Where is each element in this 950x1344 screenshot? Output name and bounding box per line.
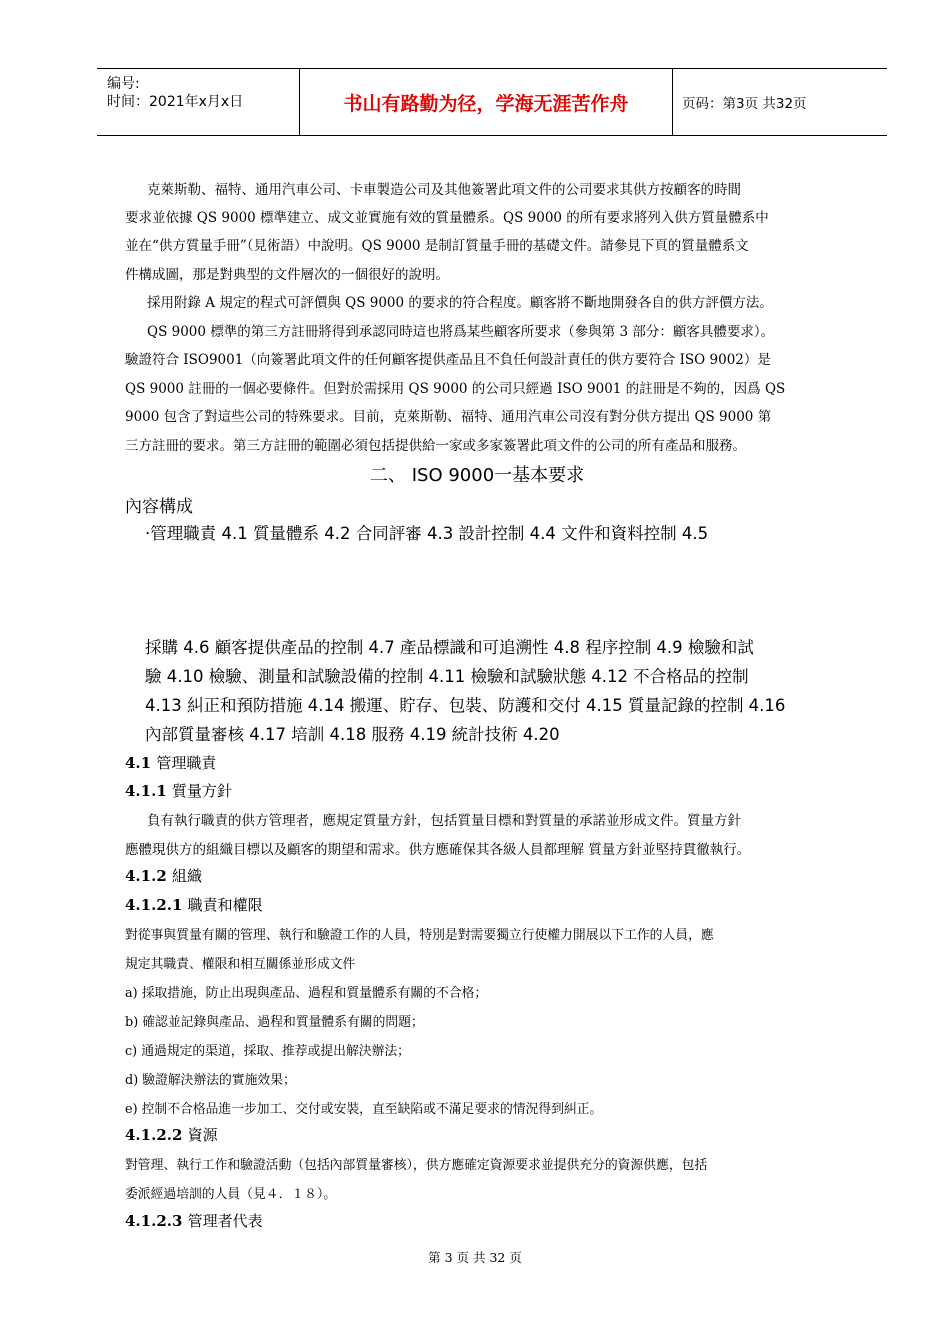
contents-line: 採購 4.6 顧客提供產品的控制 4.7 產品標識和可追溯性 4.8 程序控制 4.9 檢驗和試 — [145, 638, 754, 657]
intro-line: QS 9000 標準的第三方註冊將得到承認同時這也將爲某些顧客所要求（參與第 3 部分：顧客具體要求）。 — [147, 324, 775, 340]
intro-line: 驗證符合 ISO9001（向簽署此項文件的任何顧客提供產品且不負任何設計責任的供方要符合 ISO 9002）是 — [125, 352, 771, 368]
heading-title: 管理者代表 — [187, 1212, 263, 1230]
page-header — [97, 68, 887, 136]
heading-4-1-2 — [125, 865, 202, 886]
heading-title: 管理職責 — [156, 754, 217, 772]
heading-4-1-1 — [125, 780, 232, 801]
intro-line: 並在“供方質量手冊”（見術語）中說明。QS 9000 是制訂質量手冊的基礎文件。請參見下頁的質量體系文 — [125, 238, 749, 254]
list-item: b) 確認並記錄與產品、過程和質量體系有關的問題； — [125, 1015, 424, 1030]
intro-line: 採用附錄 A 規定的程式可評價與 QS 9000 的要求的符合程度。顧客將不斷地開發各自的供方評價方法。 — [147, 295, 773, 311]
contents-heading: 內容構成 — [125, 497, 193, 517]
heading-4-1-2-2 — [125, 1124, 218, 1145]
intro-line: 9000 包含了對這些公司的特殊要求。目前，克萊斯勒、福特、通用汽車公司沒有對分供方提出 QS 9000 第 — [125, 409, 772, 425]
contents-line: 驗 4.10 檢驗、測量和試驗設備的控制 4.11 檢驗和試驗狀態 4.12 不合格品的控制 — [145, 667, 749, 686]
document-time-label: 时间：2021年x月x日 — [107, 94, 244, 110]
intro-line: 克萊斯勒、福特、通用汽車公司、卡車製造公司及其他簽署此項文件的公司要求其供方按顧客的時間 — [147, 182, 741, 198]
heading-number: 4.1.2.3 — [125, 1212, 183, 1230]
heading-title: 職責和權限 — [187, 896, 263, 914]
paragraph-line: 應體現供方的組織目標以及顧客的期望和需求。供方應確保其各級人員都理解 質量方針並堅持貫徹執行。 — [125, 842, 751, 858]
paragraph-line: 對從事與質量有關的管理、執行和驗證工作的人員，特別是對需要獨立行使權力開展以下工作的人員，應 — [125, 928, 714, 943]
heading-4-1-2-3 — [125, 1210, 263, 1231]
heading-number: 4.1.1 — [125, 782, 167, 800]
list-item: a) 採取措施，防止出現與產品、過程和質量體系有關的不合格； — [125, 986, 488, 1001]
list-item: d) 驗證解決辦法的實施效果； — [125, 1073, 296, 1088]
heading-title: 資源 — [187, 1126, 218, 1144]
paragraph-line: 規定其職責、權限和相互關係並形成文件 — [125, 957, 356, 972]
contents-line: ·管理職責 4.1 質量體系 4.2 合同評審 4.3 設計控制 4.4 文件和資料控制 4.5 — [145, 524, 709, 543]
heading-number: 4.1.2.2 — [125, 1126, 183, 1144]
header-page-info: 页码：第3页 共32页 — [682, 96, 807, 112]
page-footer: 第 3 页 共 32 页 — [428, 1250, 522, 1265]
heading-title: 質量方針 — [172, 782, 233, 800]
heading-title: 組織 — [172, 867, 203, 885]
heading-4-1-2-1 — [125, 894, 263, 915]
intro-line: 要求並依據 QS 9000 標準建立、成文並實施有效的質量體系。QS 9000 的所有要求將列入供方質量體系中 — [125, 210, 769, 226]
paragraph-line: 對管理、執行工作和驗證活動（包括內部質量審核），供方應確定資源要求並提供充分的資源供應，包括 — [125, 1158, 708, 1173]
header-motto: 书山有路勤为径，学海无涯苦作舟 — [300, 69, 673, 135]
intro-line: QS 9000 註冊的一個必要條件。但對於需採用 QS 9000 的公司只經過 ISO 9001 的註冊是不夠的，因爲 QS — [125, 381, 786, 397]
heading-4-1 — [125, 752, 216, 773]
list-item: e) 控制不合格品進一步加工、交付或安裝，直至缺陷或不滿足要求的情況得到糾正。 — [125, 1102, 603, 1117]
section-title: 二、 ISO 9000一基本要求 — [370, 465, 585, 486]
heading-number: 4.1.2.1 — [125, 896, 183, 914]
intro-line: 三方註冊的要求。第三方註冊的範圍必須包括提供給一家或多家簽署此項文件的公司的所有產品和服務。 — [125, 438, 746, 454]
header-info-cell — [97, 69, 300, 135]
paragraph-line: 委派經過培訓的人員（見４．１８）。 — [125, 1187, 337, 1202]
contents-line: 4.13 糾正和預防措施 4.14 搬運、貯存、包裝、防護和交付 4.15 質量記錄的控制 4.16 — [145, 696, 786, 715]
paragraph-line: 負有執行職責的供方管理者，應規定質量方針，包括質量目標和對質量的承諾並形成文件。質量方針 — [147, 813, 741, 829]
list-item: c) 通過規定的渠道，採取、推荐或提出解決辦法； — [125, 1044, 410, 1059]
heading-number: 4.1 — [125, 754, 152, 772]
heading-number: 4.1.2 — [125, 867, 167, 885]
contents-line: 內部質量審核 4.17 培訓 4.18 服務 4.19 統計技術 4.20 — [145, 725, 560, 744]
intro-line: 件構成圖，那是對典型的文件層次的一個很好的說明。 — [125, 267, 449, 283]
document-number-label: 编号: — [107, 76, 140, 92]
